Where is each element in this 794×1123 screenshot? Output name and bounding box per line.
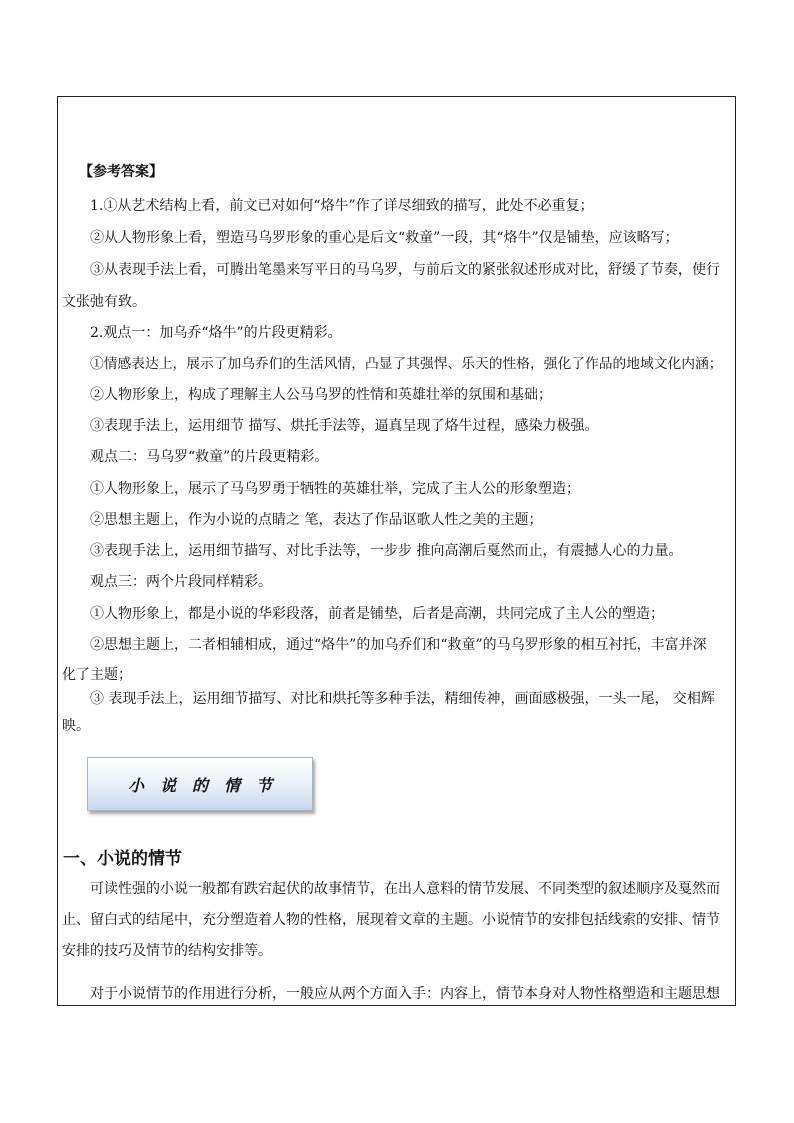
answer-heading: 【参考答案】	[79, 164, 163, 180]
answer-line: ③表现手法上，运用细节描写、对比手法等，一步步 推向高潮后戛然而止，有震撼人心的力量。	[90, 543, 683, 559]
answer-line: 2.观点一：加乌乔“烙牛”的片段更精彩。	[90, 325, 342, 341]
answer-line: ②人物形象上，构成了理解主人公马乌罗的性情和英雄壮举的氛围和基础；	[90, 387, 552, 403]
section-banner	[87, 757, 313, 811]
answer-line: ②思想主题上，作为小说的点睛之 笔，表达了作品讴歌人性之美的主题；	[90, 512, 543, 528]
answer-line: ③表现手法上，运用细节 描写、烘托手法等，逼真呈现了烙牛过程，感染力极强。	[90, 418, 599, 434]
answer-line: 观点二：马乌罗“救童”的片段更精彩。	[90, 449, 329, 465]
answer-line: 化了主题；	[62, 667, 132, 683]
answer-line: 观点三：两个片段同样精彩。	[90, 574, 272, 590]
answer-line: ①人物形象上，展示了马乌罗勇于牺牲的英雄壮举，完成了主人公的形象塑造；	[90, 481, 580, 497]
body-line: 止、留白式的结尾中，充分塑造着人物的性格，展现着文章的主题。小说情节的安排包括线索的安排、情节	[62, 912, 720, 928]
answer-line: ②思想主题上，二者相辅相成，通过“烙牛”的加乌乔们和“救童”的马乌罗形象的相互衬托，丰富并深	[90, 637, 707, 653]
answer-line: ①情感表达上，展示了加乌乔们的生活风情，凸显了其强悍、乐天的性格，强化了作品的地域文化内涵；	[90, 356, 723, 372]
answer-line: ①人物形象上，都是小说的华彩段落，前者是铺垫，后者是高潮，共同完成了主人公的塑造；	[90, 606, 664, 622]
answer-line: ③从表现手法上看，可腾出笔墨来写平日的马乌罗，与前后文的紧张叙述形成对比，舒缓了节奏，使行	[90, 262, 720, 278]
answer-line: ③ 表现手法上，运用细节描写、对比和烘托等多种手法，精细传神，画面感极强，一头一尾， 交相辉	[90, 691, 715, 707]
body-line: 对于小说情节的作用进行分析，一般应从两个方面入手：内容上，情节本身对人物性格塑造和主题思想	[90, 986, 720, 1002]
section-title: 一、小说的情节	[63, 849, 182, 869]
body-line: 安排的技巧及情节的结构安排等。	[62, 943, 272, 959]
answer-line: 文张弛有致。	[62, 294, 146, 310]
answer-line: 1.①从艺术结构上看，前文已对如何“烙牛”作了详尽细致的描写，此处不必重复；	[90, 198, 594, 214]
answer-line: 映。	[62, 718, 90, 734]
answer-line: ②从人物形象上看，塑造马乌罗形象的重心是后文“救童”一段，其“烙牛”仅是铺垫，应该略写；	[90, 230, 679, 246]
body-line: 可读性强的小说一般都有跌宕起伏的故事情节，在出人意料的情节发展、不同类型的叙述顺序及戛然而	[90, 881, 720, 897]
banner-label: 小说的情节	[127, 775, 288, 795]
